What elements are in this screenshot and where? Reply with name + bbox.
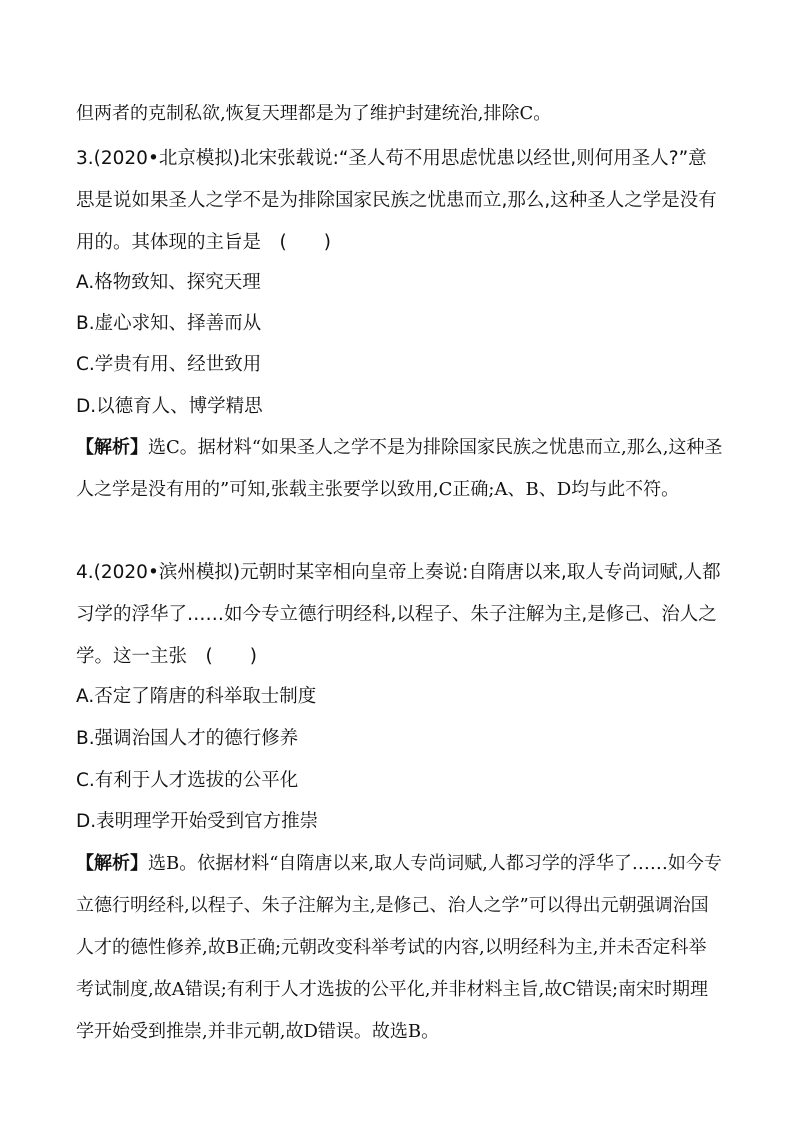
analysis-tag: 【解析】: [76, 853, 148, 874]
question-4-option-c: C.有利于人才选拔的公平化: [76, 770, 299, 791]
question-3-stem: 3.(2020•北京模拟)北宋张载说:“圣人苟不用思虑忧患以经世,则何用圣人?”意思是说如果圣人之学不是为排除国家民族之忧患而立,那么,这种圣人之学是没有用的。其体现的主旨是 ( ): [76, 148, 717, 253]
question-3-option-d: D.以德育人、博学精思: [76, 396, 263, 417]
analysis-tag: 【解析】: [76, 437, 148, 458]
question-3-option-a: A.格物致知、探究天理: [76, 272, 261, 293]
previous-analysis-continuation: 但两者的克制私欲,恢复天理都是为了维护封建统治,排除C。: [76, 104, 552, 124]
analysis-text: 选B。依据材料“自隋唐以来,取人专尚词赋,人都习学的浮华了……如今专立德行明经科,以程子、朱子注解为主,是修己、治人之学”可以得出元朝强调治国人才的德性修养,故B正确;元朝改变科举考试的内容,以明经科为主,并未否定科举考试制度,故A错误;有利于人才选拔的公平化,并非材料主旨,故C错误;南宋时期理学开始受到推崇,并非元朝,故D错误。故选B。: [76, 853, 722, 1042]
question-4-option-d: D.表明理学开始受到官方推崇: [76, 811, 319, 832]
question-3-analysis: [76, 427, 724, 511]
question-3-option-c: C.学贵有用、经世致用: [76, 354, 262, 375]
question-4-option-b: B.强调治国人才的德行修养: [76, 728, 299, 749]
question-4-option-a: A.否定了隋唐的科举取士制度: [76, 686, 317, 707]
question-4-analysis: [76, 843, 724, 1053]
analysis-text: 选C。据材料“如果圣人之学不是为排除国家民族之忧患而立,那么,这种圣人之学是没有用的”可知,张载主张要学以致用,C正确;A、B、D均与此不符。: [76, 437, 723, 500]
question-4-stem: 4.(2020•滨州模拟)元朝时某宰相向皇帝上奏说:自隋唐以来,取人专尚词赋,人都习学的浮华了……如今专立德行明经科,以程子、朱子注解为主,是修己、治人之学。这一主张 ( ): [76, 562, 721, 667]
question-3-option-b: B.虚心求知、择善而从: [76, 313, 262, 334]
